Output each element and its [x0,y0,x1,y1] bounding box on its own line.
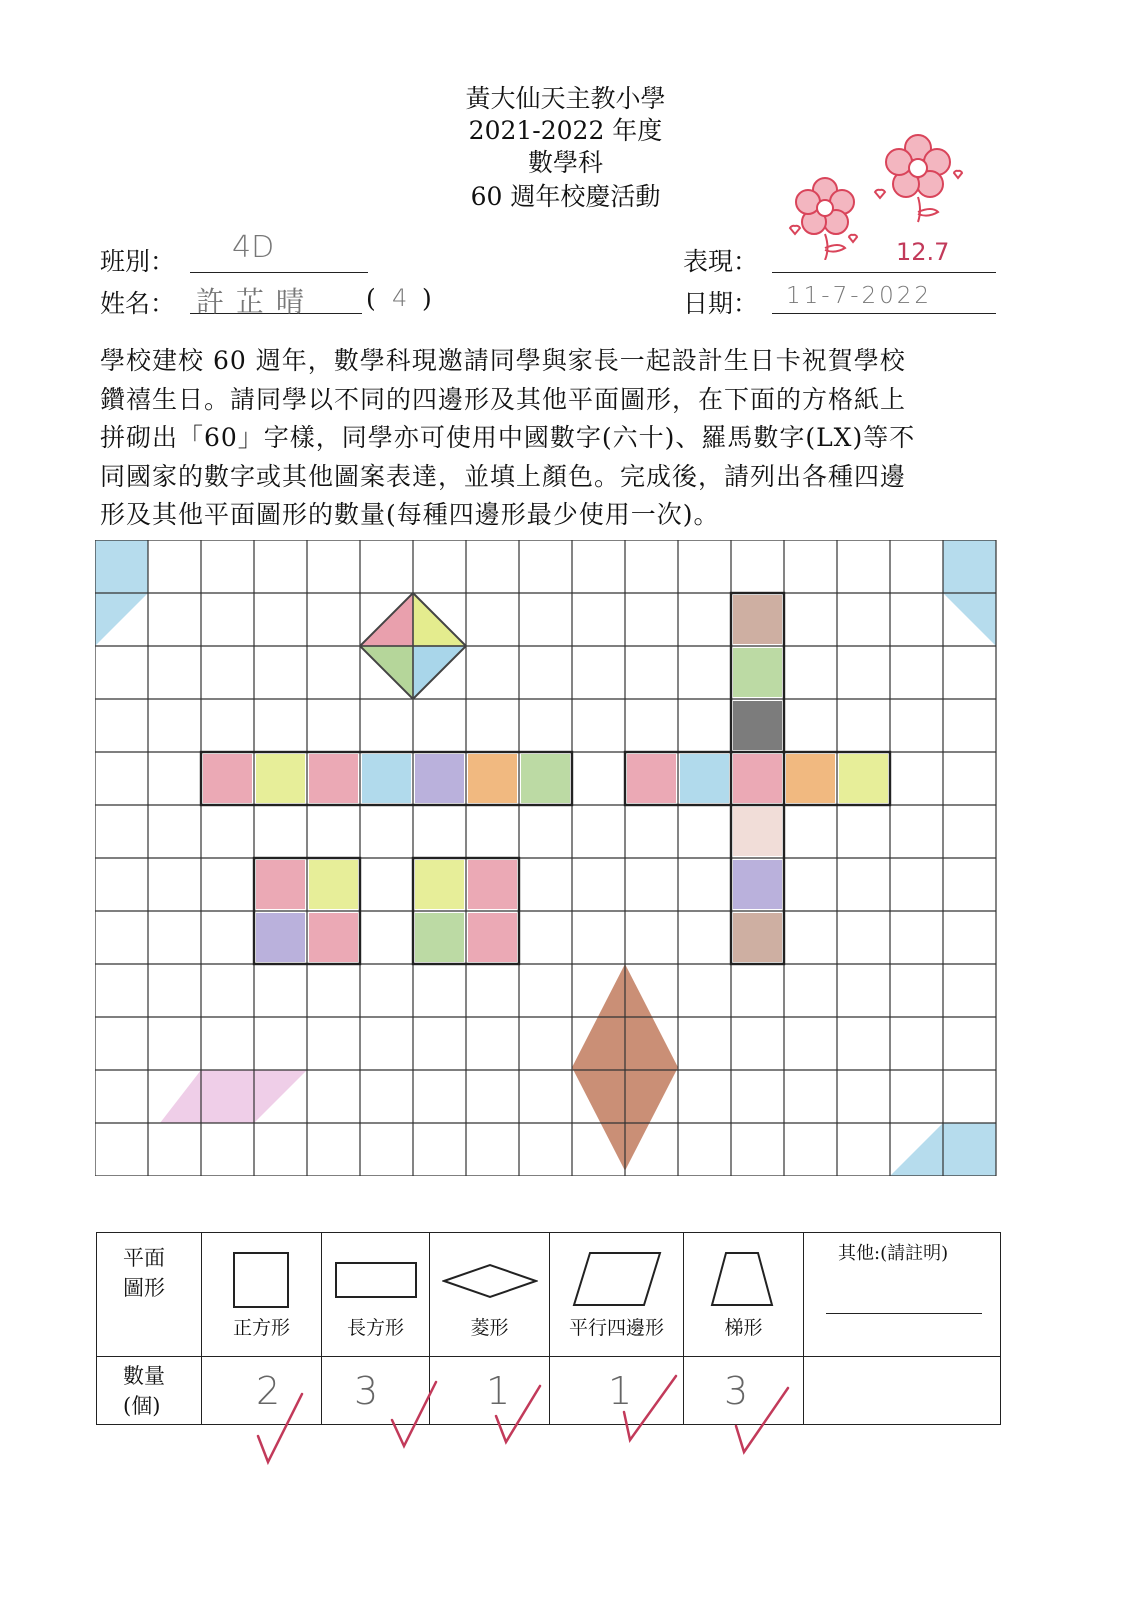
colored-square [521,754,570,803]
performance-label: 表現： [683,247,759,276]
trapezoid-count[interactable]: 3 [724,1369,749,1413]
school-year: 2021-2022 年度 [468,116,663,145]
colored-square [733,807,782,856]
class-label: 班別： [100,247,176,276]
square-grid-drawing [95,540,999,1176]
colored-square [733,860,782,909]
square-cell [202,1233,322,1357]
colored-square [309,860,358,909]
check-mark-icon [736,1388,788,1452]
colored-square [203,754,252,803]
rectangle-count[interactable]: 3 [354,1369,379,1413]
other-label: 其他:(請註明) [838,1243,949,1264]
parallelogram-shape [160,1070,307,1123]
colored-square [415,860,464,909]
number-open: ( [366,284,376,313]
colored-square [415,913,464,962]
check-mark-icon [258,1394,302,1462]
colored-square [786,754,835,803]
instruction-line: 學校建校 60 週年，數學科現邀請同學與家長一起設計生日卡祝賀學校 [100,346,906,375]
school-name: 黃大仙天主教小學 [465,84,666,113]
square-icon [232,1251,292,1311]
performance-underline [772,272,996,273]
check-mark-icon [624,1376,676,1440]
rhombus-icon [442,1263,538,1299]
class-value[interactable]: 4D [232,230,275,265]
number-close: ) [422,284,432,313]
name-value[interactable]: 許芷晴 [196,285,317,318]
other-cell [804,1233,1001,1357]
performance-value: 12.7 [896,238,950,266]
trapezoid-cell [684,1233,804,1357]
rhombus-name: 菱形 [470,1317,509,1339]
number-value[interactable]: 4 [392,284,408,312]
colored-square [362,754,411,803]
colored-square [733,648,782,697]
check-mark-icon [496,1386,540,1442]
class-underline [190,272,368,273]
name-label: 姓名： [100,289,176,318]
date-underline [772,313,996,314]
parallelogram-name: 平行四邊形 [568,1317,664,1339]
date-value[interactable]: 11-7-2022 [786,283,933,309]
instruction-line: 鑽禧生日。請同學以不同的四邊形及其他平面圖形，在下面的方格紙上 [100,384,907,414]
parallelogram-cell [550,1233,684,1357]
colored-square [839,754,888,803]
colored-square [733,754,782,803]
instruction-line: 形及其他平面圖形的數量(每種四邊形最少使用一次)。 [100,500,720,529]
colored-square [680,754,729,803]
colored-square [733,701,782,750]
colored-square [468,754,517,803]
colored-square [256,754,305,803]
colored-square [309,913,358,962]
colored-square [415,754,464,803]
count-header-cell [97,1357,202,1425]
parallelogram-count[interactable]: 1 [608,1369,633,1413]
trapezoid-name: 梯形 [724,1317,763,1339]
shape-header-cell [97,1233,202,1357]
other-count-cell[interactable] [804,1357,1001,1425]
rectangle-cell [322,1233,430,1357]
rhombus-count[interactable]: 1 [486,1369,511,1413]
subject-title: 數學科 [527,148,603,177]
count-header-line2: (個) [123,1394,161,1418]
activity-title: 60 週年校慶活動 [470,182,661,211]
colored-square [256,913,305,962]
colored-square [468,860,517,909]
other-underline [826,1313,982,1314]
trapezoid-icon [710,1251,776,1309]
date-label: 日期： [683,289,759,318]
teacher-check-marks [240,1372,820,1468]
count-header-line1: 數量 [123,1364,165,1388]
instructions-paragraph [100,342,1040,535]
square-name: 正方形 [232,1317,290,1339]
colored-square [627,754,676,803]
parallelogram-icon [572,1251,664,1309]
check-mark-icon [392,1382,436,1446]
instruction-line: 同國家的數字或其他圖案表達，並填上顏色。完成後，請列出各種四邊 [100,461,907,491]
square-count[interactable]: 2 [256,1369,281,1413]
colored-square [256,860,305,909]
instruction-line: 拼砌出「60」字樣，同學亦可使用中國數字(六十)、羅馬數字(LX)等不 [100,423,916,452]
shape-header-line1: 平面 [123,1246,165,1270]
colored-square [733,913,782,962]
shape-header-line2: 圖形 [123,1276,165,1300]
rectangle-icon [334,1261,418,1301]
rectangle-name: 長方形 [346,1317,404,1339]
rhombus-cell [430,1233,550,1357]
colored-square [309,754,358,803]
colored-square [468,913,517,962]
flower-stamp-icon [770,120,990,260]
colored-square [733,595,782,644]
